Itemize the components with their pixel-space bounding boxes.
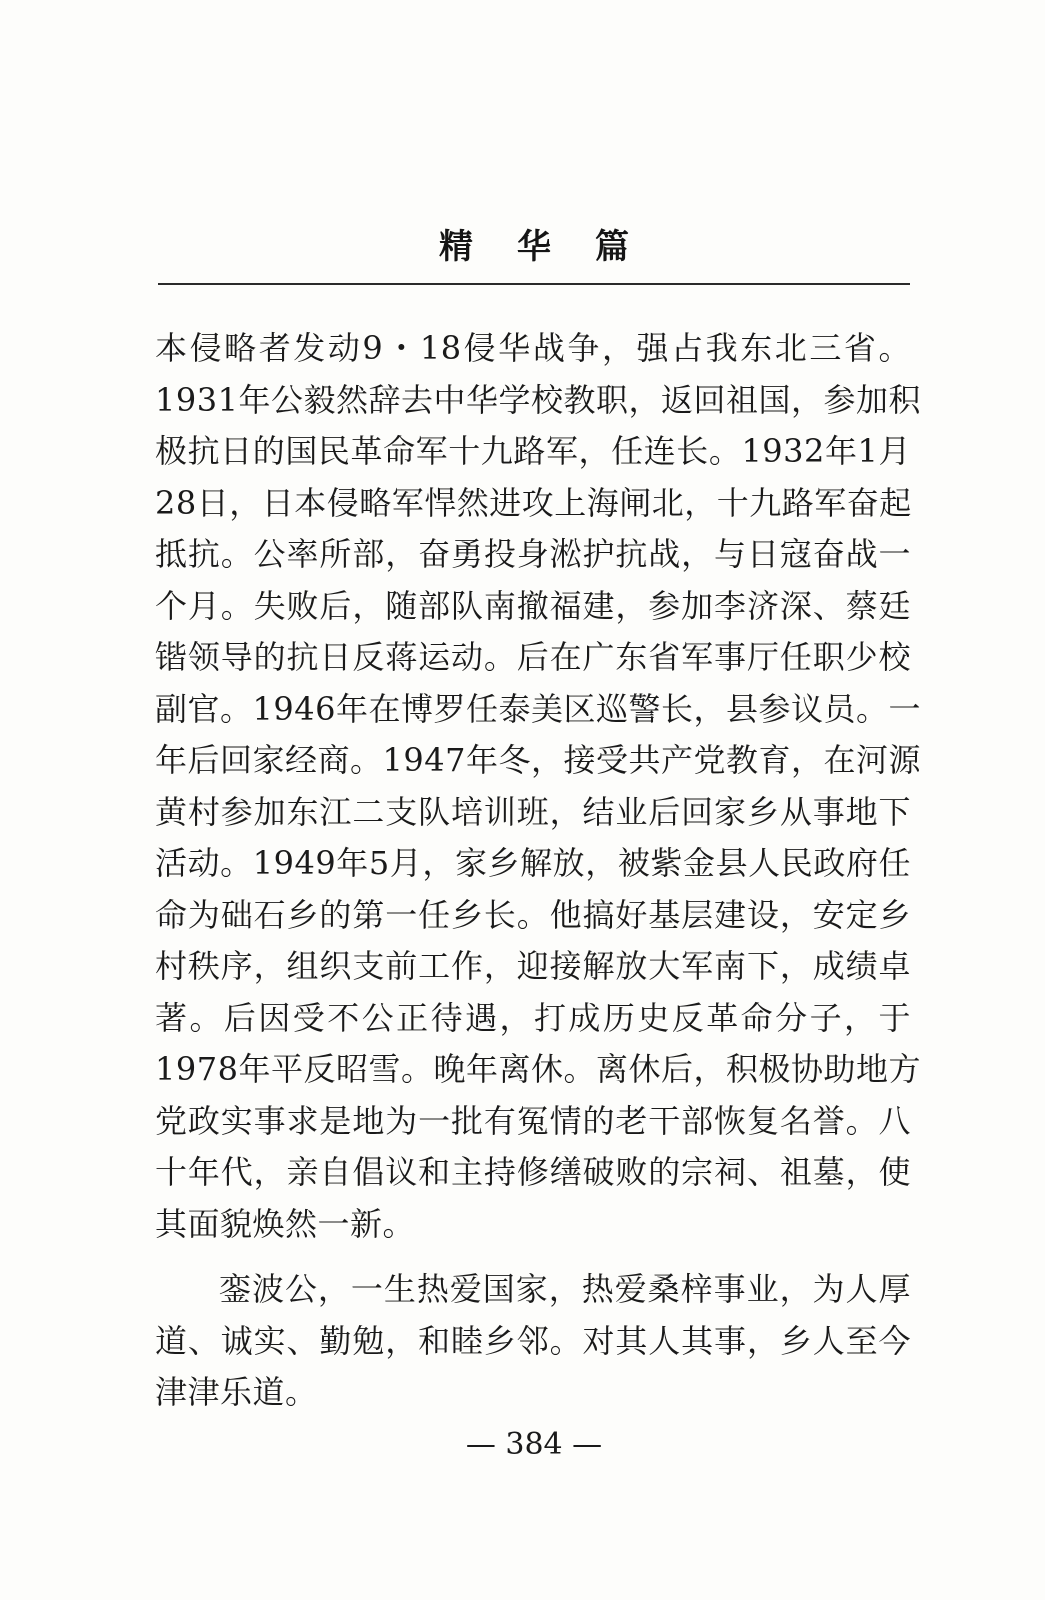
text-line: 活动。1949年5月，家乡解放，被紫金县人民政府任 (155, 844, 911, 882)
text-line: 抵抗。公率所部，奋勇投身淞护抗战，与日寇奋战一 (155, 535, 911, 573)
text-line: 党政实事求是地为一批有冤情的老干部恢复名誉。八 (155, 1101, 911, 1140)
text-line: 村秩序，组织支前工作，迎接解放大军南下，成绩卓 (155, 947, 911, 985)
text-line: 28日，日本侵略军悍然进攻上海闸北，十九路军奋起 (155, 483, 912, 522)
text-line: 个月。失败后，随部队南撤福建，参加李济深、蔡廷 (155, 586, 911, 625)
text-line: 黄村参加东江二支队培训班，结业后回家乡从事地下 (155, 792, 911, 831)
header-rule (158, 283, 910, 285)
text-line: 锴领导的抗日反蒋运动。后在广东省军事厅任职少校 (155, 638, 911, 676)
text-line: 极抗日的国民革命军十九路军，任连长。1932年1月 (155, 432, 911, 470)
paragraph-2 (155, 1264, 911, 1419)
text-line: 其面貌焕然一新。 (155, 1204, 416, 1243)
text-line: 十年代，亲自倡议和主持修缮破败的宗祠、祖墓，使 (155, 1153, 911, 1191)
text-line: 年后回家经商。1947年冬，接受共产党教育，在河源 (155, 741, 921, 779)
page-number: — 384 — (465, 1427, 603, 1462)
text-line: 副官。1946年在博罗任泰美区巡警长，县参议员。一 (155, 689, 921, 728)
text-line: 道、诚实、勤勉，和睦乡邻。对其人其事，乡人至今 (155, 1321, 911, 1360)
text-line: 銮波公，一生热爱国家，热爱桑梓事业，为人厚 (219, 1270, 911, 1308)
text-line: 1931年公毅然辞去中华学校教职，返回祖国，参加积 (155, 380, 921, 419)
text-line: 1978年平反昭雪。晚年离休。离休后，积极协助地方 (155, 1050, 921, 1088)
paragraph-spacer (155, 1250, 911, 1264)
text-line: 本侵略者发动9・18侵华战争，强占我东北三省。 (155, 329, 911, 367)
body-text (155, 323, 921, 1419)
running-head: 精华篇 (439, 227, 673, 267)
text-line: 著。后因受不公正待遇，打成历史反革命分子，于 (155, 998, 911, 1037)
text-line: 命为础石乡的第一任乡长。他搞好基层建设，安定乡 (155, 895, 911, 934)
text-line: 津津乐道。 (155, 1373, 318, 1411)
paragraph-1 (155, 323, 921, 1250)
